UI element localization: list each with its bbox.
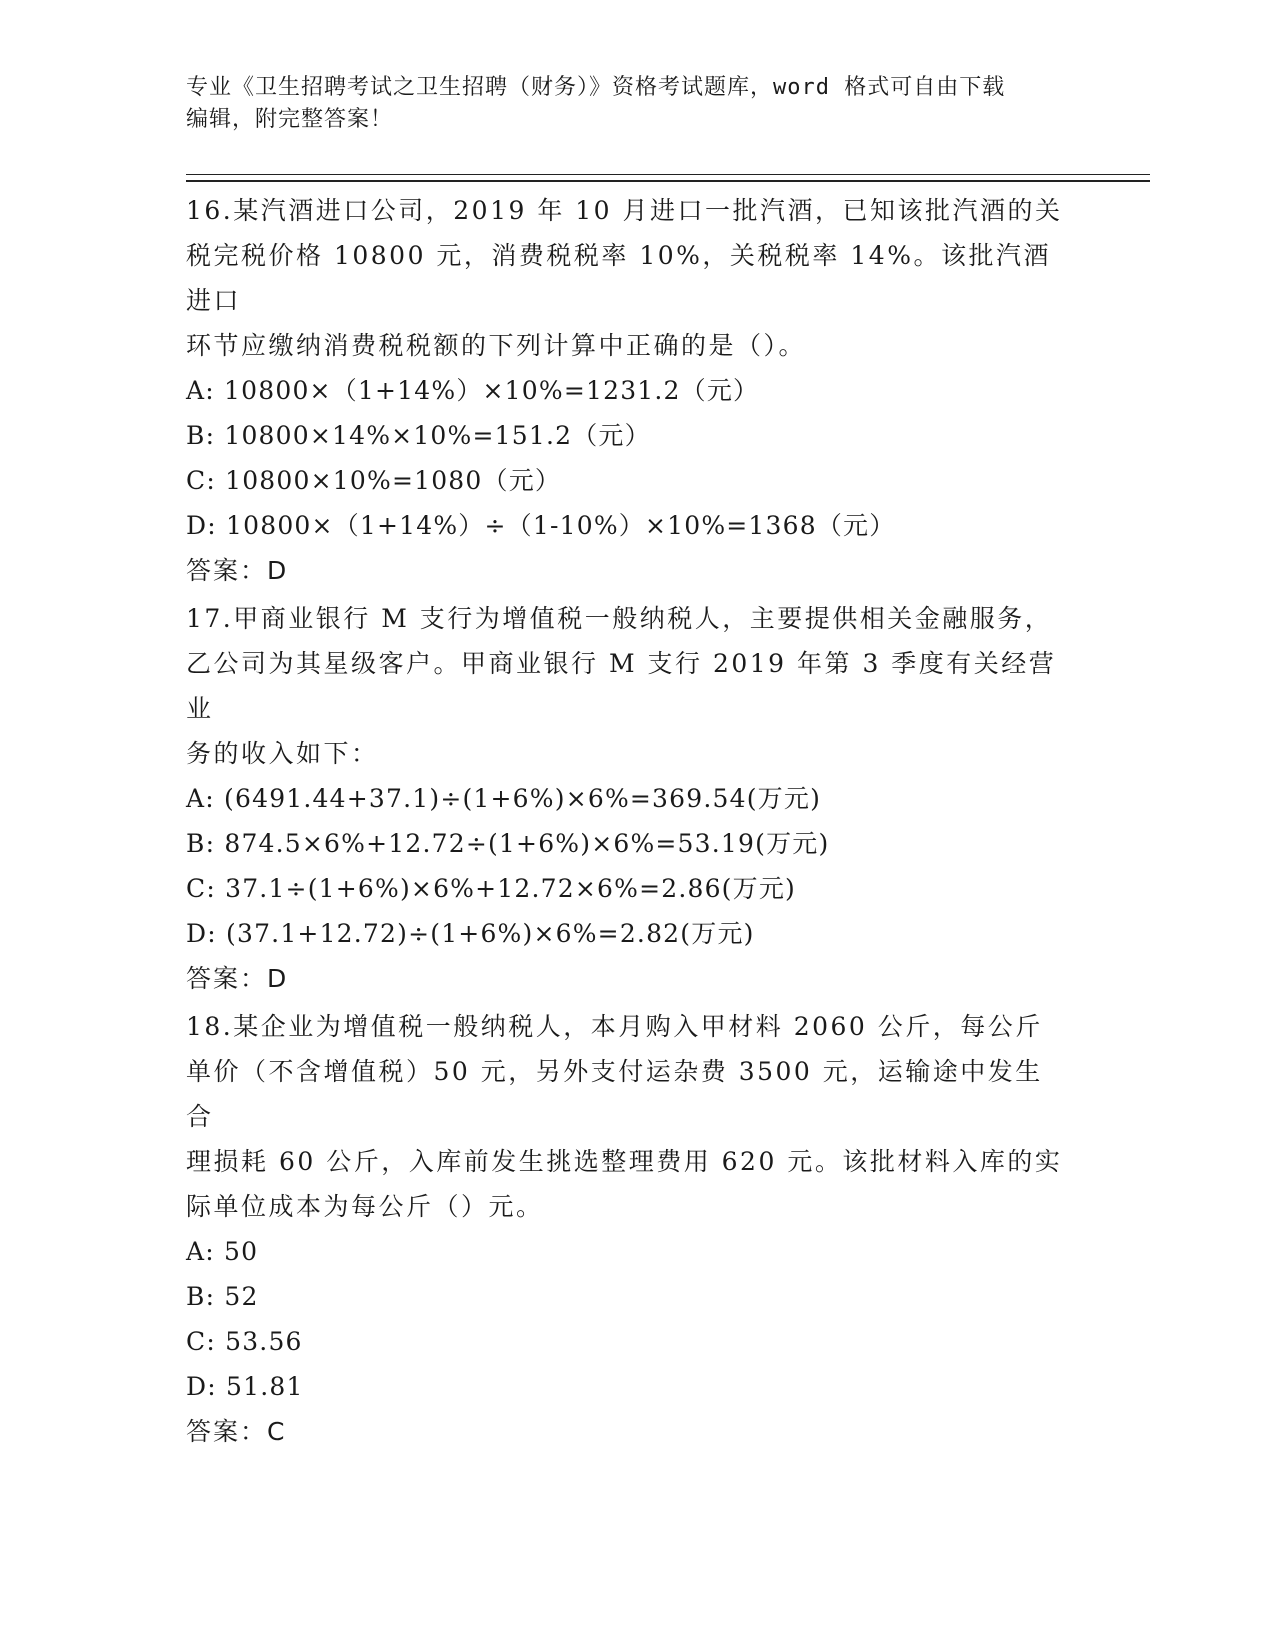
answer-label: 答案：D — [186, 556, 289, 585]
question-stem — [186, 188, 1066, 368]
option-d: D: (37.1+12.72)÷(1+6%)×6%=2.82(万元) — [186, 919, 755, 948]
question-stem — [186, 1004, 1066, 1229]
stem-line: 税完税价格 10800 元，消费税税率 10%，关税税率 14%。该批汽酒进口 — [186, 241, 1051, 315]
document-header — [186, 72, 1066, 136]
option-c: C: 10800×10%=1080（元） — [186, 466, 562, 495]
question-stem — [186, 596, 1066, 776]
option-a: A: (6491.44+37.1)÷(1+6%)×6%=369.54(万元) — [186, 784, 822, 813]
option-c: C: 37.1÷(1+6%)×6%+12.72×6%=2.86(万元) — [186, 874, 796, 903]
stem-line: 17.甲商业银行 M 支行为增值税一般纳税人，主要提供相关金融服务， — [186, 604, 1053, 633]
stem-line: 务的收入如下： — [186, 739, 379, 768]
question-17 — [186, 596, 1066, 1002]
question-16 — [186, 188, 1066, 594]
option-a: A: 10800×（1+14%）×10%=1231.2（元） — [186, 376, 760, 405]
header-divider-thick — [186, 180, 1150, 182]
header-line-2: 编辑，附完整答案！ — [186, 107, 394, 132]
stem-line: 单价（不含增值税）50 元，另外支付运杂费 3500 元，运输途中发生合 — [186, 1057, 1043, 1131]
stem-line: 16.某汽酒进口公司，2019 年 10 月进口一批汽酒，已知该批汽酒的关 — [186, 196, 1063, 225]
option-b: B: 10800×14%×10%=151.2（元） — [186, 421, 651, 450]
option-b: B: 52 — [186, 1282, 259, 1311]
header-line-1: 专业《卫生招聘考试之卫生招聘（财务）》资格考试题库，word 格式可自由下载 — [186, 75, 1006, 100]
stem-line: 际单位成本为每公斤（）元。 — [186, 1192, 544, 1221]
option-d: D: 10800×（1+14%）÷（1-10%）×10%=1368（元） — [186, 511, 896, 540]
answer-label: 答案：C — [186, 1417, 287, 1446]
option-c: C: 53.56 — [186, 1327, 303, 1356]
question-18 — [186, 1004, 1066, 1455]
stem-line: 乙公司为其星级客户。甲商业银行 M 支行 2019 年第 3 季度有关经营业 — [186, 649, 1057, 723]
stem-line: 18.某企业为增值税一般纳税人，本月购入甲材料 2060 公斤，每公斤 — [186, 1012, 1043, 1041]
answer-label: 答案：D — [186, 964, 289, 993]
header-divider-thin — [186, 174, 1150, 175]
stem-line: 理损耗 60 公斤，入库前发生挑选整理费用 620 元。该批材料入库的实 — [186, 1147, 1063, 1176]
option-a: A: 50 — [186, 1237, 259, 1266]
option-b: B: 874.5×6%+12.72÷(1+6%)×6%=53.19(万元) — [186, 829, 830, 858]
option-d: D: 51.81 — [186, 1372, 304, 1401]
stem-line: 环节应缴纳消费税税额的下列计算中正确的是（）。 — [186, 331, 807, 360]
